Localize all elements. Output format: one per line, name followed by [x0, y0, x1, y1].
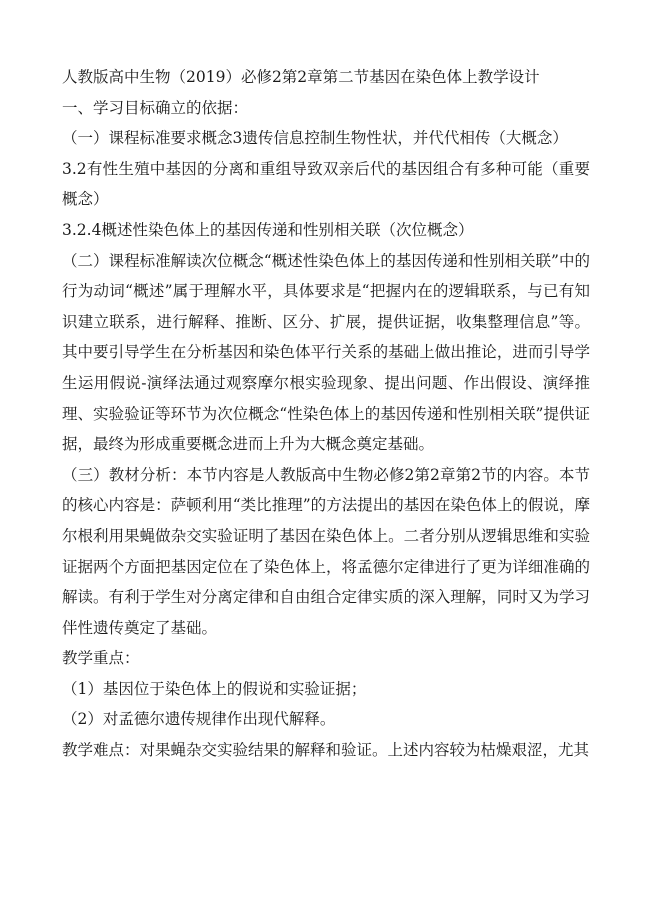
paragraph-standard-interpretation: （二）课程标准解读次位概念“概述性染色体上的基因传递和性别相关联”中的行为动词“概述”属于理解水平，具体要求是“把握内在的逻辑联系，与已有知识建立联系，进行解释、推断、区分、扩展，提供证据，收集整理信息”等。其中要引导学生在分析基因和染色体平行关系的基础上做出推论，进而引导学生运用假说-演绎法通过观察摩尔根实验现象、提出问题、作出假设、演绎推理、实验验证等环节为次位概念“性染色体上的基因传递和性别相关联”提供证据，最终为形成重要概念进而上升为大概念奠定基础。	[62, 251, 590, 454]
teaching-difficulty: 教学难点：对果蝇杂交实验结果的解释和验证。上述内容较为枯燥艰涩，尤其	[62, 741, 590, 760]
paragraph-concept-3-2: 3.2有性生殖中基因的分离和重组导致双亲后代的基因组合有多种可能（重要概念）	[62, 159, 590, 209]
section-heading-learning-goals: 一、学习目标确立的依据：	[62, 98, 249, 117]
document-body	[62, 62, 590, 766]
paragraph-curriculum-standard: （一）课程标准要求概念3遗传信息控制生物性状，并代代相传（大概念）	[62, 129, 568, 148]
key-point-item: （1）基因位于染色体上的假说和实验证据；	[62, 679, 367, 698]
document-title: 人教版高中生物（2019）必修2第2章第二节基因在染色体上教学设计	[62, 68, 540, 86]
paragraph-textbook-analysis: （三）教材分析：本节内容是人教版高中生物必修2第2章第2节的内容。本节的核心内容是：萨顿利用“类比推理”的方法提出的基因在染色体上的假说，摩尔根利用果蝇做杂交实验证明了基因在染色体上。二者分别从逻辑思维和实验证据两个方面把基因定位在了染色体上，将孟德尔定律进行了更为详细准确的解读。有利于学生对分离定律和自由组合定律实质的深入理解，同时又为学习伴性遗传奠定了基础。	[62, 465, 590, 637]
key-points-heading: 教学重点：	[62, 649, 140, 668]
paragraph-concept-3-2-4: 3.2.4概述性染色体上的基因传递和性别相关联（次位概念）	[62, 220, 474, 239]
key-point-item: （2）对孟德尔遗传规律作出现代解释。	[62, 710, 336, 729]
